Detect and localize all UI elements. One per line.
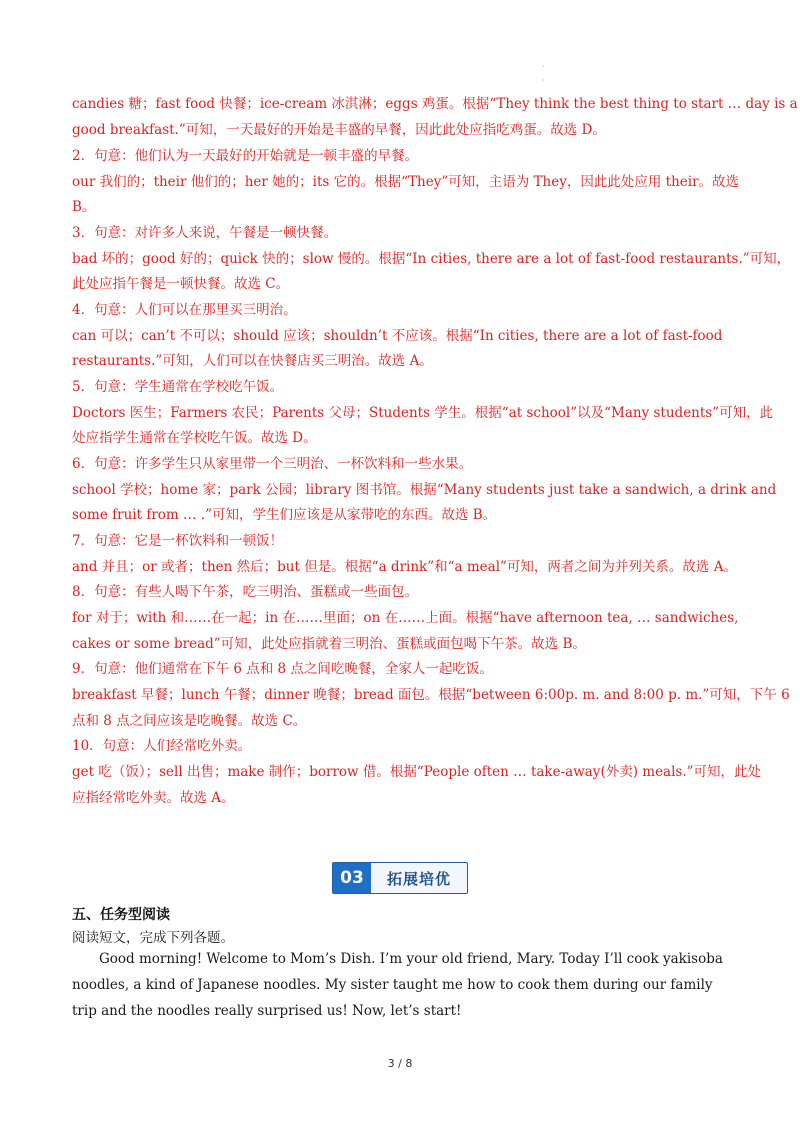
answer-line: 此处应指午餐是一顿快餐。故选 C。 (72, 276, 290, 292)
answer-line: for 对于；with 和……在一起；in 在……里面；on 在……上面。根据“have afternoon tea, … sandwiches, (72, 610, 739, 626)
answer-line: 5．句意：学生通常在学校吃午饭。 (72, 379, 284, 395)
answer-line: 8．句意：有些人喝下午茶，吃三明治、蛋糕或一些面包。 (72, 584, 419, 600)
answer-line: breakfast 早餐；lunch 午餐；dinner 晚餐；bread 面包。根据“between 6:00p. m. and 8:00 p. m.”可知，下午 6 (72, 687, 790, 703)
answer-line: 3．句意：对许多人来说，午餐是一顿快餐。 (72, 225, 338, 241)
answer-line: 9．句意：他们通常在下午 6 点和 8 点之间吃晚餐，全家人一起吃饭。 (72, 661, 493, 677)
answer-line: restaurants.”可知，人们可以在快餐店买三明治。故选 A。 (72, 353, 433, 369)
answer-line: 点和 8 点之间应该是吃晚餐。故选 C。 (72, 713, 307, 729)
badge-number: 03 (333, 863, 371, 893)
answer-line: 应指经常吃外卖。故选 A。 (72, 790, 235, 806)
answer-line: 4．句意：人们可以在那里买三明治。 (72, 302, 297, 318)
answer-line: Doctors 医生；Farmers 农民；Parents 父母；Students 学生。根据“at school”以及“Many students”可知，此 (72, 405, 774, 421)
answer-line: 处应指学生通常在学校吃午饭。故选 D。 (72, 430, 317, 446)
answer-line: can 可以；can’t 不可以；should 应该；shouldn’t 不应该。根据“In cities, there are a lot of fast-food (72, 328, 723, 344)
answer-line: our 我们的；their 他们的；her 她的；its 它的。根据“They”可知，主语为 They，因此此处应用 their。故选 (72, 174, 740, 190)
answer-line: good breakfast.”可知，一天最好的开始是丰盛的早餐，因此此处应指吃鸡蛋。故选 D。 (72, 122, 606, 138)
answer-line: 10．句意：人们经常吃外卖。 (72, 738, 252, 754)
answer-line: get 吃（饭）；sell 出售；make 制作；borrow 借。根据“People often … take-away(外卖) meals.”可知，此处 (72, 764, 762, 780)
answer-line: 6．句意：许多学生只从家里带一个三明治、一杯饮料和一些水果。 (72, 456, 473, 472)
section-title: 五、任务型阅读 (72, 907, 170, 923)
answer-line: B。 (72, 199, 96, 215)
answer-line: 2．句意：他们认为一天最好的开始就是一顿丰盛的早餐。 (72, 148, 419, 164)
page-number: 3 / 8 (387, 1057, 413, 1070)
badge-label: 拓展培优 (386, 869, 451, 888)
section-badge (332, 862, 468, 894)
answer-line: school 学校；home 家；park 公园；library 图书馆。根据“Many students just take a sandwich, a drink and (72, 482, 777, 498)
answer-line: cakes or some bread”可知，此处应指就着三明治、蛋糕或面包喝下午茶。故选 B。 (72, 636, 586, 652)
header-mark: · (542, 62, 545, 71)
answer-line: bad 坏的；good 好的；quick 快的；slow 慢的。根据“In cities, there are a lot of fast-food restaurants.”可知， (72, 251, 791, 267)
answer-line: and 并且；or 或者；then 然后；but 但是。根据“a drink”和“a meal”可知，两者之间为并列关系。故选 A。 (72, 559, 737, 575)
header-mark: · (542, 76, 545, 85)
answer-line: 7．句意：它是一杯饮料和一顿饭！ (72, 533, 284, 549)
reading-passage: Good morning! Welcome to Mom’s Dish. I’m your old friend, Mary. Today I’ll cook yakisoba noodles, a kind of Japanese noodles. My sister taught me how to cook them during our family trip and the noodles really surprised us! Now, let’s start! (72, 951, 723, 1019)
answer-line: candies 糖；fast food 快餐；ice-cream 冰淇淋；eggs 鸡蛋。根据“They think the best thing to start … day is a (72, 96, 798, 112)
answer-line: some fruit from … .”可知，学生们应该是从家带吃的东西。故选 B。 (72, 507, 497, 523)
section-instruction: 阅读短文，完成下列各题。 (72, 930, 234, 946)
